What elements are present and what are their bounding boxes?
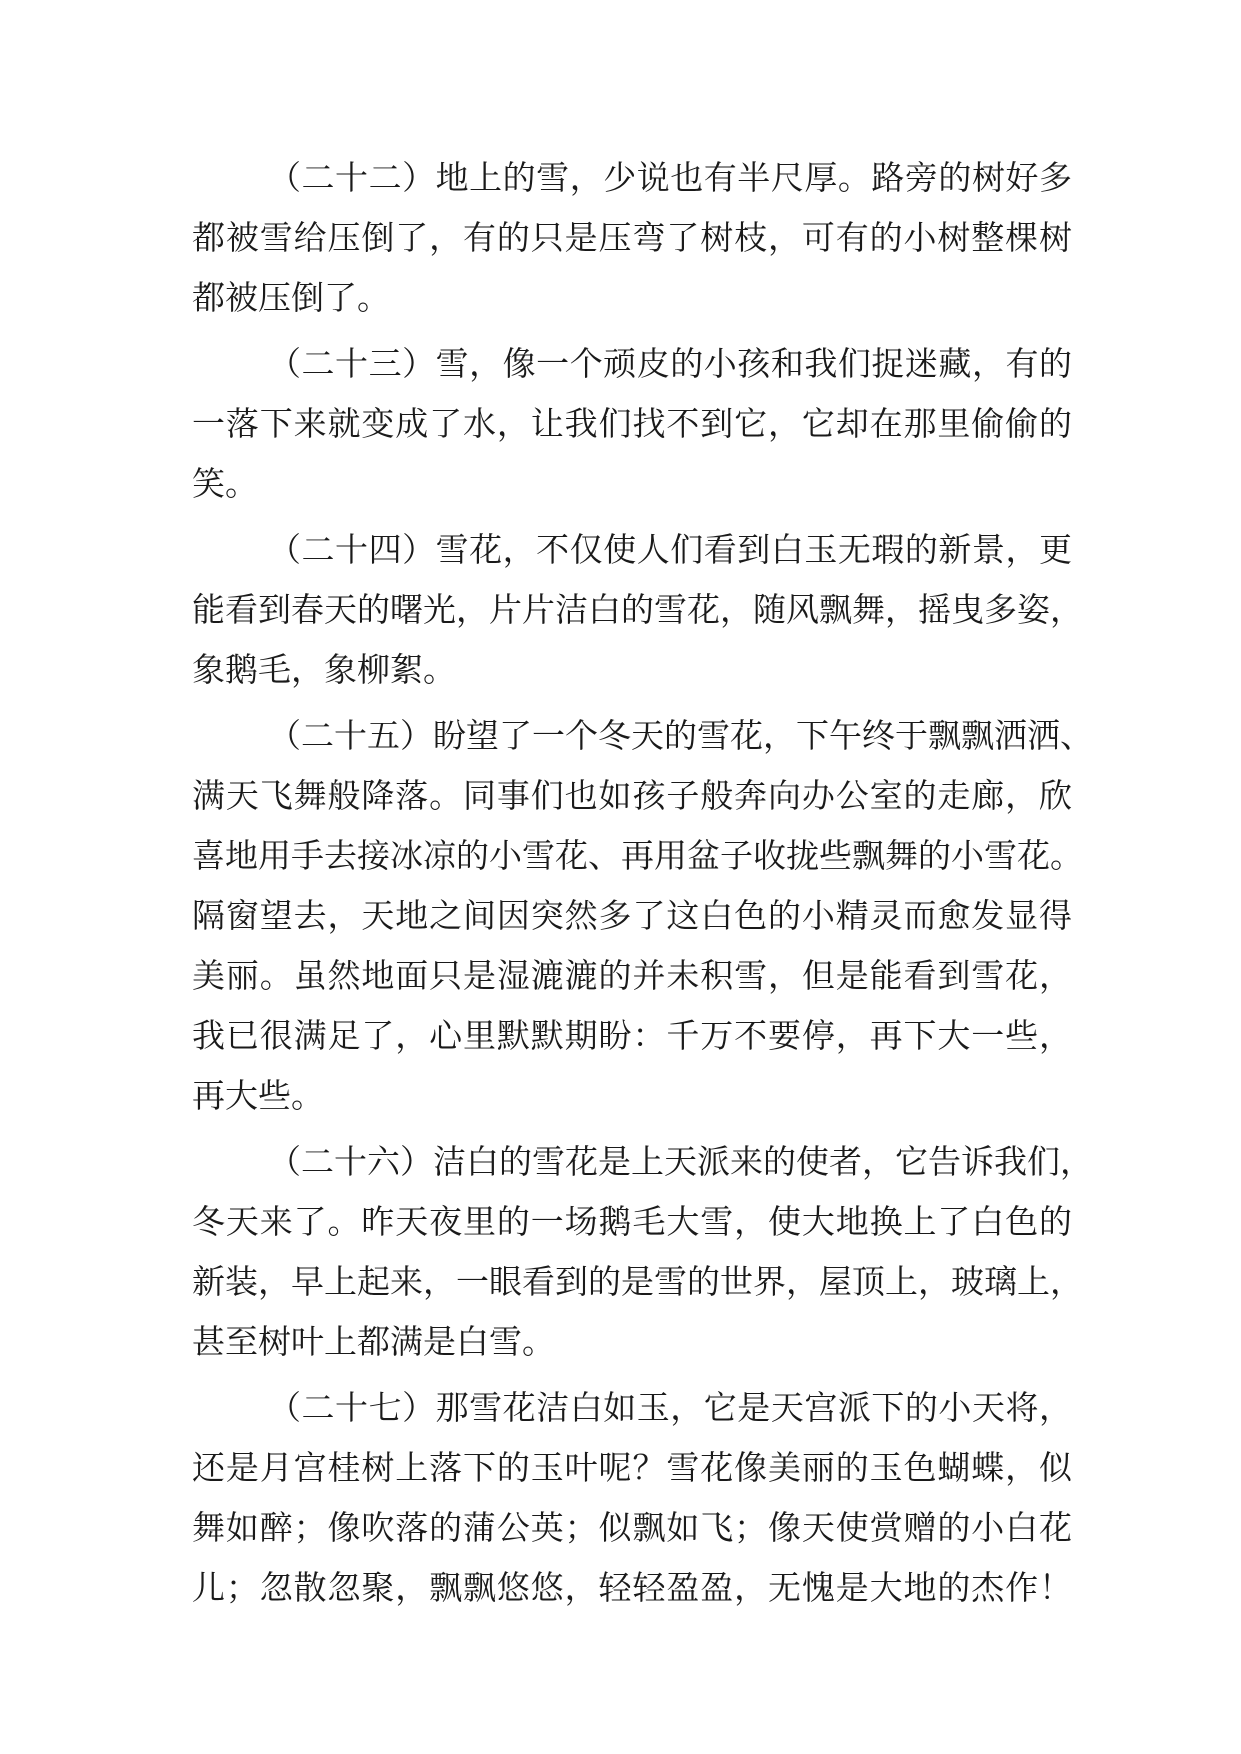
text-line: 美丽。虽然地面只是湿漉漉的并未积雪，但是能看到雪花， <box>192 956 1072 995</box>
text-line: （二十七）那雪花洁白如玉，它是天宫派下的小天将， <box>268 1388 1072 1427</box>
text-line: 儿；忽散忽聚，飘飘悠悠，轻轻盈盈，无愧是大地的杰作！ <box>192 1568 1072 1607</box>
text-line: 冬天来了。昨天夜里的一场鹅毛大雪，使大地换上了白色的 <box>192 1202 1072 1241</box>
paragraph-23 <box>192 334 1072 514</box>
text-line: 还是月宫桂树上落下的玉叶呢？雪花像美丽的玉色蝴蝶，似 <box>192 1448 1072 1487</box>
text-line: 一落下来就变成了水，让我们找不到它，它却在那里偷偷的 <box>192 404 1072 443</box>
paragraph-27 <box>192 1378 1072 1618</box>
text-line: （二十六）洁白的雪花是上天派来的使者，它告诉我们， <box>268 1142 1093 1181</box>
text-line: 舞如醉；像吹落的蒲公英；似飘如飞；像天使赏赠的小白花 <box>192 1508 1072 1547</box>
text-line: （二十四）雪花，不仅使人们看到白玉无瑕的新景，更 <box>268 530 1072 569</box>
text-line: 满天飞舞般降落。同事们也如孩子般奔向办公室的走廊，欣 <box>192 776 1072 815</box>
text-line: 都被雪给压倒了，有的只是压弯了树枝，可有的小树整棵树 <box>192 218 1072 257</box>
paragraph-25 <box>192 706 1093 1126</box>
text-line: （二十三）雪，像一个顽皮的小孩和我们捉迷藏，有的 <box>268 344 1072 383</box>
text-line: 笑。 <box>192 464 258 503</box>
text-line: 我已很满足了，心里默默期盼：千万不要停，再下大一些， <box>192 1016 1072 1055</box>
paragraph-26 <box>192 1132 1093 1372</box>
text-line: 喜地用手去接冰凉的小雪花、再用盆子收拢些飘舞的小雪花。 <box>192 836 1083 875</box>
document-body <box>192 148 1093 1624</box>
text-line: 象鹅毛，象柳絮。 <box>192 650 456 689</box>
text-line: 隔窗望去，天地之间因突然多了这白色的小精灵而愈发显得 <box>192 896 1072 935</box>
text-line: 再大些。 <box>192 1076 324 1115</box>
text-line: （二十五）盼望了一个冬天的雪花，下午终于飘飘洒洒、 <box>268 716 1093 755</box>
text-line: （二十二）地上的雪，少说也有半尺厚。路旁的树好多 <box>268 158 1072 197</box>
paragraph-24 <box>192 520 1083 700</box>
paragraph-22 <box>192 148 1072 328</box>
text-line: 都被压倒了。 <box>192 278 390 317</box>
text-line: 能看到春天的曙光，片片洁白的雪花，随风飘舞，摇曳多姿， <box>192 590 1083 629</box>
text-line: 甚至树叶上都满是白雪。 <box>192 1322 555 1361</box>
text-line: 新装，早上起来，一眼看到的是雪的世界，屋顶上，玻璃上， <box>192 1262 1083 1301</box>
